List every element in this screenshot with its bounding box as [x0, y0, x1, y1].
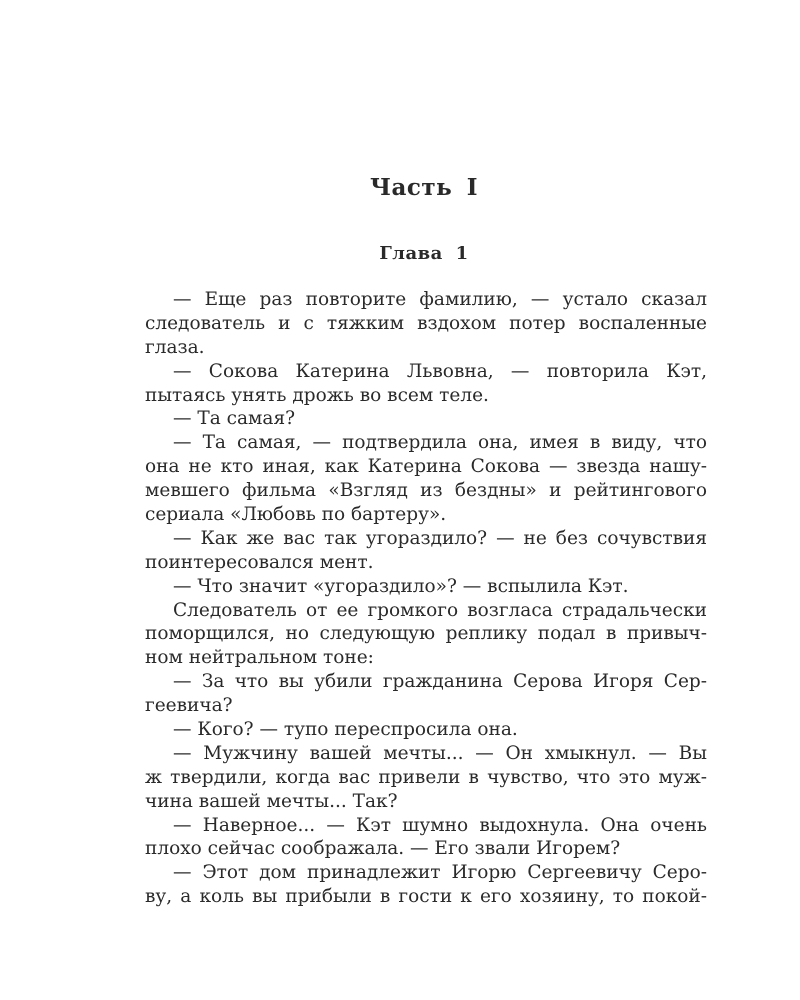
- text-line: Следователь от ее громкого возгласа страдальчески: [173, 599, 707, 621]
- text-line: — Та самая, — подтвердила она, имея в виду, что: [173, 432, 707, 454]
- text-line: поморщился, но следующую реплику подал в привыч-: [145, 623, 707, 645]
- text-line: — Кого? — тупо переспросила она.: [173, 719, 518, 741]
- text-line: ном нейтральном тоне:: [145, 647, 374, 669]
- text-line: — Сокова Катерина Львовна, — повторила Кэт,: [173, 360, 707, 382]
- part-title: Часть I: [369, 174, 479, 201]
- text-line: ву, а коль вы прибыли в гости к его хозяину, то покой-: [145, 886, 707, 908]
- text-line: — Та самая?: [173, 408, 296, 430]
- text-line: ж твердили, когда вас привели в чувство, что это муж-: [145, 766, 707, 788]
- text-line: — За что вы убили гражданина Серова Игоря Сер-: [173, 671, 707, 693]
- text-line: — Этот дом принадлежит Игорю Сергеевичу Серо-: [173, 862, 707, 884]
- text-line: сериала «Любовь по бартеру».: [145, 504, 447, 526]
- text-line: она не кто иная, как Катерина Сокова — звезда нашу-: [145, 456, 707, 478]
- text-line: — Как же вас так угораздило? — не без сочувствия: [173, 527, 707, 549]
- text-line: чина вашей мечты... Так?: [145, 790, 398, 812]
- text-line: — Наверное... — Кэт шумно выдохнула. Она очень: [173, 814, 707, 836]
- text-line: — Что значит «угораздило»? — вспылила Кэт.: [173, 575, 629, 597]
- text-line: — Мужчину вашей мечты... — Он хмыкнул. — Вы: [173, 742, 707, 764]
- text-line: геевича?: [145, 695, 233, 717]
- text-line: мевшего фильма «Взгляд из бездны» и рейтингового: [145, 480, 707, 502]
- text-line: — Еще раз повторите фамилию, — устало сказал: [173, 289, 707, 310]
- text-line: пытаясь унять дрожь во всем теле.: [145, 384, 489, 406]
- text-line: глаза.: [145, 336, 205, 358]
- chapter-title: Глава 1: [379, 243, 469, 264]
- body-text: [145, 288, 707, 909]
- text-line: плохо сейчас соображала. — Его звали Игорем?: [145, 838, 621, 860]
- text-line: поинтересовался мент.: [145, 551, 374, 573]
- text-line: следователь и с тяжким вздохом потер воспаленные: [145, 312, 707, 334]
